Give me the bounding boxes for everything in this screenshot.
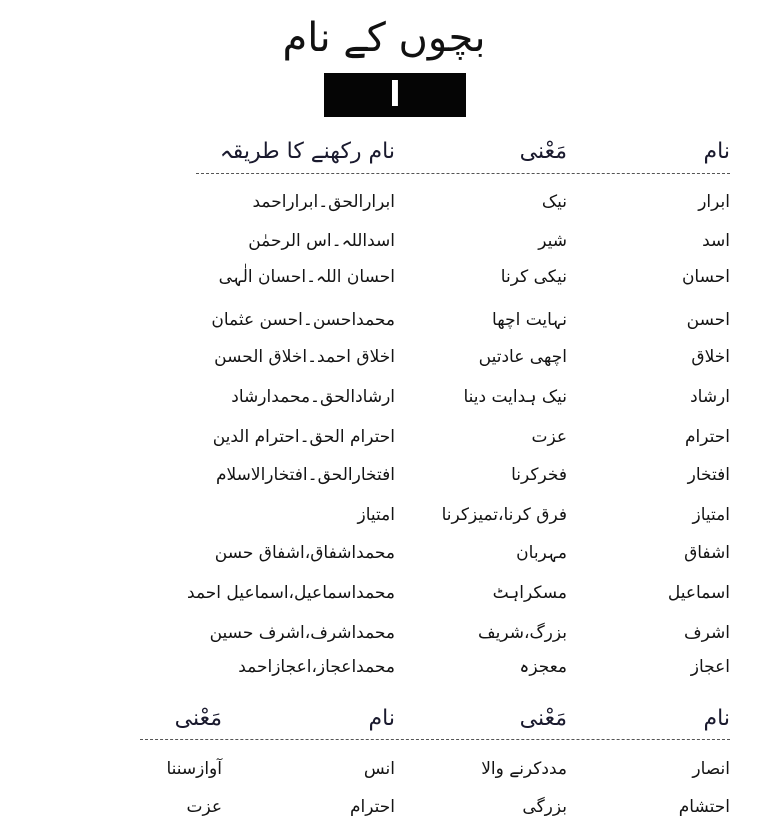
header-meaning-2: مَعْنی: [174, 706, 222, 731]
row-meaning: نیکی کرنا: [500, 267, 567, 287]
row-name: اشفاق: [684, 543, 730, 563]
table-row: [0, 224, 768, 258]
row-method: افتخارالحق۔افتخارالاسلام: [215, 465, 395, 485]
table-row: [0, 650, 768, 684]
row-method: محمداسماعیل،اسماعیل احمد: [187, 583, 395, 603]
row-method: امتیاز: [357, 505, 395, 525]
row-meaning: شیر: [538, 231, 567, 251]
row-name: اشرف: [684, 623, 730, 643]
table-row: [0, 340, 768, 374]
table-row: [0, 185, 768, 219]
row-meaning: نیک: [541, 192, 567, 212]
header-name-2: نام: [368, 706, 395, 731]
header-meaning: مَعْنی: [519, 139, 567, 164]
row-name: انصار: [692, 759, 730, 779]
row-name: اعجاز: [690, 657, 730, 677]
row-method: محمداشرف،اشرف حسین: [209, 623, 395, 643]
table-row: [0, 458, 768, 492]
table-row: [0, 576, 768, 610]
row-method: احترام الحق۔احترام الدین: [212, 427, 395, 447]
row-meaning: مہربان: [516, 543, 567, 563]
header-naming-method: نام رکھنے کا طریقہ: [219, 139, 395, 164]
row-method: ارشادالحق۔محمدارشاد: [231, 387, 395, 407]
table-row: [0, 752, 768, 786]
table-row: [0, 790, 768, 824]
table-row: [0, 380, 768, 414]
row-meaning-2: آوازسننا: [166, 759, 222, 779]
row-name: امتیاز: [692, 505, 730, 525]
header-name: نام: [703, 139, 730, 164]
row-method: محمداعجاز،اعجازاحمد: [238, 657, 395, 677]
row-meaning: فرق کرنا،تمیزکرنا: [441, 505, 567, 525]
row-meaning: مددکرنے والا: [481, 759, 567, 779]
row-method: محمداحسن۔احسن عثمان: [211, 310, 395, 330]
table-row: [0, 616, 768, 650]
row-name: احسان: [681, 267, 730, 287]
row-name: احترام: [685, 427, 730, 447]
table-row: [0, 303, 768, 337]
row-meaning: بزرگ،شریف: [478, 623, 567, 643]
row-name: ابرار: [698, 192, 730, 212]
header-meaning: مَعْنی: [519, 706, 567, 731]
row-meaning: اچھی عادتیں: [478, 347, 567, 367]
table1-header: [0, 135, 768, 169]
row-method: اخلاق احمد۔اخلاق الحسن: [214, 347, 395, 367]
page-title: بچوں کے نام: [282, 15, 486, 61]
letter-box: ا: [324, 73, 466, 117]
table-row: [0, 260, 768, 294]
row-name: اسد: [702, 231, 730, 251]
row-method: اسداللہ۔اس الرحمٰن: [248, 231, 395, 251]
table-row: [0, 536, 768, 570]
row-meaning: نہایت اچھا: [492, 310, 567, 330]
row-meaning: معجزہ: [519, 657, 567, 677]
row-name: احسن: [686, 310, 730, 330]
row-name-2: احترام: [350, 797, 395, 817]
header-divider: [140, 739, 730, 740]
row-method: محمداشفاق،اشفاق حسن: [214, 543, 395, 563]
row-name-2: انس: [363, 759, 395, 779]
row-meaning: مسکراہٹ: [492, 583, 567, 603]
row-method: ابرارالحق۔ابراراحمد: [252, 192, 395, 212]
row-meaning: بزرگی: [522, 797, 567, 817]
header-name: نام: [703, 706, 730, 731]
row-name: افتخار: [687, 465, 730, 485]
row-name: اخلاق: [691, 347, 730, 367]
row-meaning: عزت: [531, 427, 567, 447]
row-meaning: نیک ہدایت دینا: [463, 387, 567, 407]
row-meaning: فخرکرنا: [511, 465, 567, 485]
row-name: اسماعیل: [667, 583, 730, 603]
row-method: احسان اللہ۔احسان الٰہی: [218, 267, 395, 287]
row-meaning-2: عزت: [186, 797, 222, 817]
table2-header: [0, 702, 768, 736]
row-name: ارشاد: [690, 387, 730, 407]
row-name: احتشام: [678, 797, 730, 817]
header-divider: [196, 173, 730, 174]
table-row: [0, 420, 768, 454]
table-row: [0, 498, 768, 532]
